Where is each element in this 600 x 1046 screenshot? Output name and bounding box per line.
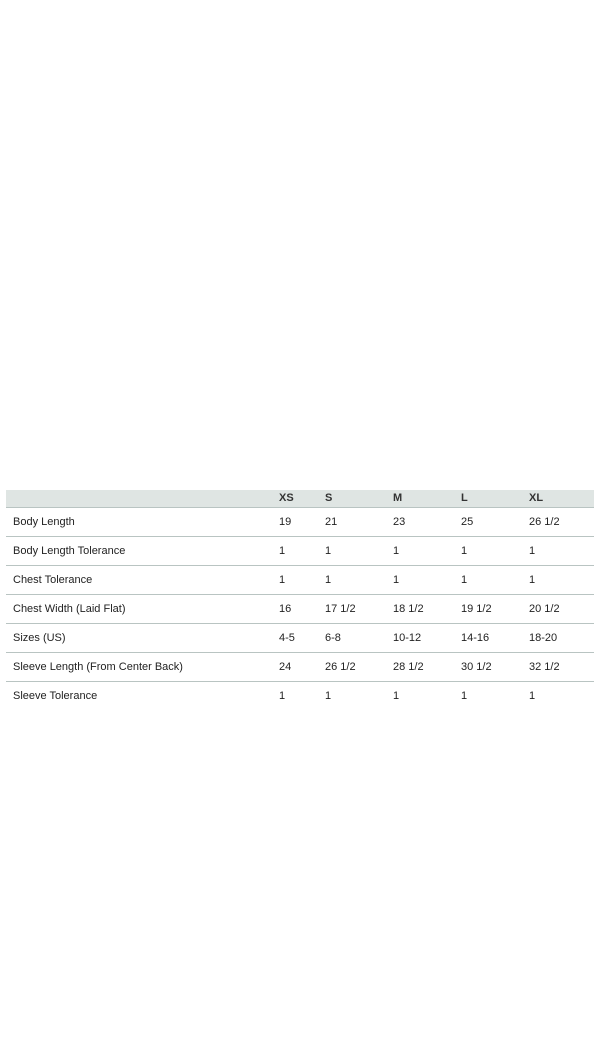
table-cell: 6-8: [325, 624, 393, 653]
size-chart-body: [6, 508, 594, 711]
table-cell: 1: [393, 537, 461, 566]
table-cell: 21: [325, 508, 393, 537]
header-cell-s: S: [325, 490, 393, 508]
table-cell: 1: [279, 537, 325, 566]
table-cell: 16: [279, 595, 325, 624]
row-label: Body Length Tolerance: [6, 537, 279, 566]
table-cell: 1: [461, 690, 468, 702]
table-cell: 20 1/2: [529, 595, 594, 624]
table-row: [6, 682, 594, 711]
table-row: [6, 653, 594, 682]
table-cell: 24: [279, 653, 325, 682]
row-label: Chest Tolerance: [6, 566, 279, 595]
header-cell-measurement: [6, 490, 279, 508]
table-cell: 1: [279, 690, 286, 702]
table-cell: 10-12: [393, 624, 461, 653]
table-cell: 26 1/2: [325, 653, 393, 682]
table-row: [6, 566, 594, 595]
table-cell: 4-5: [279, 624, 325, 653]
header-cell-xl: XL: [529, 490, 594, 508]
table-cell: 26 1/2: [529, 508, 594, 537]
table-cell: 19 1/2: [461, 595, 529, 624]
table-row: [6, 624, 594, 653]
table-cell: 1: [529, 566, 594, 595]
header-cell-xs: XS: [279, 490, 325, 508]
row-label: Sleeve Tolerance: [13, 690, 98, 702]
table-cell: 14-16: [461, 624, 529, 653]
row-label: Sleeve Length (From Center Back): [6, 653, 279, 682]
table-cell: 1: [393, 566, 461, 595]
table-cell: 19: [279, 508, 325, 537]
header-cell-m: M: [393, 490, 461, 508]
table-cell: 1: [461, 566, 529, 595]
size-chart-header: [6, 490, 594, 508]
table-cell: 23: [393, 508, 461, 537]
size-chart-table: [6, 490, 594, 710]
row-label: Sizes (US): [6, 624, 279, 653]
table-row: [6, 508, 594, 537]
table-row: [6, 595, 594, 624]
header-cell-l: L: [461, 490, 529, 508]
table-cell: 32 1/2: [529, 653, 594, 682]
table-cell: 1: [461, 537, 529, 566]
table-cell: 28 1/2: [393, 653, 461, 682]
table-cell: 30 1/2: [461, 653, 529, 682]
header-row: [6, 490, 594, 508]
table-cell: 1: [325, 566, 393, 595]
table-row: [6, 537, 594, 566]
table-cell: 25: [461, 508, 529, 537]
table-cell: 1: [325, 690, 332, 702]
table-cell: 18-20: [529, 624, 594, 653]
table-cell: 1: [529, 537, 594, 566]
row-label: Body Length: [6, 508, 279, 537]
table-cell: 18 1/2: [393, 595, 461, 624]
row-label: Chest Width (Laid Flat): [6, 595, 279, 624]
table-cell: 1: [529, 690, 536, 702]
table-cell: 1: [393, 690, 400, 702]
table-cell: 1: [325, 537, 393, 566]
table-cell: 17 1/2: [325, 595, 393, 624]
table-cell: 1: [279, 566, 325, 595]
